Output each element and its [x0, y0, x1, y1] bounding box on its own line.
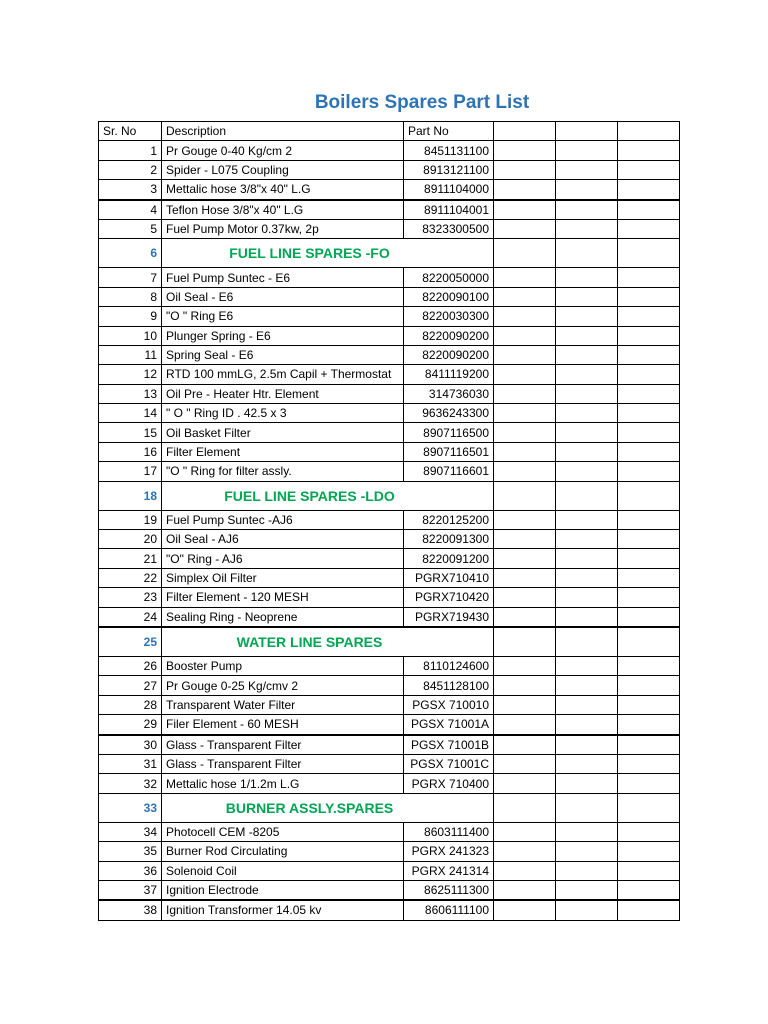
part-no-cell: PGSX 71001A	[404, 715, 494, 735]
page-title: Boilers Spares Part List	[314, 92, 530, 113]
empty-cell	[556, 880, 618, 900]
sr-no-cell: 10	[99, 326, 162, 345]
empty-cell	[556, 326, 618, 345]
empty-cell	[494, 160, 556, 179]
sr-no-cell: 24	[99, 607, 162, 627]
part-no-cell: PGSX 710010	[404, 695, 494, 714]
part-no-cell: 8220125200	[404, 510, 494, 529]
description-cell: RTD 100 mmLG, 2.5m Capil + Thermostat	[162, 365, 404, 384]
description-cell: "O " Ring for filter assly.	[162, 462, 404, 481]
table-row	[99, 423, 680, 442]
empty-cell	[618, 656, 680, 675]
part-no-cell: 8220090200	[404, 345, 494, 364]
empty-cell	[556, 442, 618, 461]
description-cell: Simplex Oil Filter	[162, 568, 404, 587]
empty-cell	[556, 588, 618, 607]
part-no-cell: 8220091200	[404, 549, 494, 568]
empty-cell	[494, 481, 556, 510]
header-empty-cell	[494, 122, 556, 141]
empty-cell	[494, 822, 556, 841]
table-row	[99, 568, 680, 587]
description-cell: Filer Element - 60 MESH	[162, 715, 404, 735]
empty-cell	[556, 160, 618, 179]
part-no-cell: 8220091300	[404, 530, 494, 549]
part-no-cell: 8220050000	[404, 268, 494, 287]
empty-cell	[556, 754, 618, 773]
empty-cell	[556, 287, 618, 306]
description-cell: Fuel Pump Suntec -AJ6	[162, 510, 404, 529]
part-no-cell: PGSX 71001C	[404, 754, 494, 773]
part-no-cell: 8606111100	[404, 900, 494, 920]
description-cell: "O" Ring - AJ6	[162, 549, 404, 568]
empty-cell	[618, 627, 680, 657]
empty-cell	[618, 268, 680, 287]
sr-no-cell: 3	[99, 180, 162, 200]
empty-cell	[618, 141, 680, 160]
empty-cell	[618, 510, 680, 529]
empty-cell	[556, 404, 618, 423]
description-cell: Ignition Electrode	[162, 880, 404, 900]
part-no-cell: 9636243300	[404, 404, 494, 423]
empty-cell	[494, 568, 556, 587]
empty-cell	[494, 365, 556, 384]
table-row	[99, 754, 680, 773]
empty-cell	[494, 774, 556, 793]
part-no-cell: PGRX719430	[404, 607, 494, 627]
empty-cell	[556, 627, 618, 657]
part-no-cell: 314736030	[404, 384, 494, 403]
empty-cell	[618, 530, 680, 549]
description-cell: Glass - Transparent Filter	[162, 754, 404, 773]
table-row	[99, 861, 680, 880]
description-cell: Pr Gouge 0-40 Kg/cm 2	[162, 141, 404, 160]
table-row	[99, 462, 680, 481]
table-row	[99, 345, 680, 364]
empty-cell	[556, 656, 618, 675]
table-row	[99, 607, 680, 627]
sr-no-cell: 11	[99, 345, 162, 364]
description-cell: Solenoid Coil	[162, 861, 404, 880]
table-row	[99, 530, 680, 549]
part-no-cell: 8913121100	[404, 160, 494, 179]
sr-no-cell: 36	[99, 861, 162, 880]
table-row	[99, 735, 680, 755]
description-cell: Transparent Water Filter	[162, 695, 404, 714]
description-cell: "O " Ring E6	[162, 307, 404, 326]
sr-no-cell: 29	[99, 715, 162, 735]
empty-cell	[618, 588, 680, 607]
empty-cell	[618, 180, 680, 200]
empty-cell	[494, 880, 556, 900]
empty-cell	[618, 842, 680, 861]
section-title: FUEL LINE SPARES -LDO	[162, 481, 494, 510]
empty-cell	[618, 715, 680, 735]
description-cell: Sealing Ring - Neoprene	[162, 607, 404, 627]
empty-cell	[556, 861, 618, 880]
description-cell: Fuel Pump Motor 0.37kw, 2p	[162, 219, 404, 238]
empty-cell	[556, 180, 618, 200]
table-row	[99, 200, 680, 220]
sr-no-cell: 1	[99, 141, 162, 160]
empty-cell	[494, 656, 556, 675]
header-empty-cell	[556, 122, 618, 141]
empty-cell	[618, 549, 680, 568]
empty-cell	[556, 345, 618, 364]
section-sr-no: 33	[99, 793, 162, 822]
table-row	[99, 510, 680, 529]
header-row	[99, 122, 680, 141]
empty-cell	[618, 365, 680, 384]
empty-cell	[618, 607, 680, 627]
table-row	[99, 326, 680, 345]
table-row	[99, 715, 680, 735]
empty-cell	[618, 774, 680, 793]
sr-no-cell: 38	[99, 900, 162, 920]
empty-cell	[556, 423, 618, 442]
empty-cell	[556, 384, 618, 403]
sr-no-cell: 26	[99, 656, 162, 675]
sr-no-cell: 23	[99, 588, 162, 607]
sr-no-cell: 16	[99, 442, 162, 461]
sr-no-cell: 17	[99, 462, 162, 481]
table-row	[99, 268, 680, 287]
empty-cell	[494, 735, 556, 755]
empty-cell	[556, 307, 618, 326]
table-row	[99, 219, 680, 238]
empty-cell	[618, 404, 680, 423]
sr-no-cell: 20	[99, 530, 162, 549]
table-row	[99, 588, 680, 607]
empty-cell	[618, 287, 680, 306]
empty-cell	[556, 735, 618, 755]
empty-cell	[494, 793, 556, 822]
section-row	[99, 239, 680, 268]
part-no-cell: 8451131100	[404, 141, 494, 160]
empty-cell	[556, 239, 618, 268]
empty-cell	[494, 695, 556, 714]
part-no-cell: 8110124600	[404, 656, 494, 675]
table-row	[99, 384, 680, 403]
empty-cell	[556, 900, 618, 920]
part-no-cell: PGRX710410	[404, 568, 494, 587]
sr-no-cell: 9	[99, 307, 162, 326]
empty-cell	[618, 239, 680, 268]
empty-cell	[556, 793, 618, 822]
empty-cell	[556, 530, 618, 549]
empty-cell	[494, 326, 556, 345]
empty-cell	[618, 793, 680, 822]
description-cell: Spring Seal - E6	[162, 345, 404, 364]
sr-no-cell: 8	[99, 287, 162, 306]
section-sr-no: 25	[99, 627, 162, 657]
part-no-cell: 8451128100	[404, 676, 494, 695]
empty-cell	[494, 268, 556, 287]
sr-no-cell: 31	[99, 754, 162, 773]
table-row	[99, 287, 680, 306]
sr-no-cell: 34	[99, 822, 162, 841]
sr-no-cell: 2	[99, 160, 162, 179]
description-cell: Plunger Spring - E6	[162, 326, 404, 345]
sr-no-cell: 13	[99, 384, 162, 403]
sr-no-cell: 7	[99, 268, 162, 287]
description-cell: Ignition Transformer 14.05 kv	[162, 900, 404, 920]
empty-cell	[556, 219, 618, 238]
empty-cell	[494, 676, 556, 695]
part-no-cell: PGRX 241314	[404, 861, 494, 880]
sr-no-cell: 15	[99, 423, 162, 442]
empty-cell	[494, 462, 556, 481]
part-no-cell: 8911104000	[404, 180, 494, 200]
header-part-no: Part No	[404, 122, 494, 141]
part-no-cell: 8323300500	[404, 219, 494, 238]
empty-cell	[494, 715, 556, 735]
empty-cell	[494, 530, 556, 549]
empty-cell	[556, 481, 618, 510]
empty-cell	[618, 442, 680, 461]
empty-cell	[618, 307, 680, 326]
empty-cell	[618, 423, 680, 442]
table-row	[99, 774, 680, 793]
empty-cell	[556, 510, 618, 529]
empty-cell	[494, 549, 556, 568]
empty-cell	[618, 822, 680, 841]
empty-cell	[618, 160, 680, 179]
description-cell: Fuel Pump Suntec - E6	[162, 268, 404, 287]
empty-cell	[494, 588, 556, 607]
description-cell: Burner Rod Circulating	[162, 842, 404, 861]
empty-cell	[618, 200, 680, 220]
sr-no-cell: 21	[99, 549, 162, 568]
description-cell: Filter Element - 120 MESH	[162, 588, 404, 607]
part-no-cell: 8625111300	[404, 880, 494, 900]
empty-cell	[618, 568, 680, 587]
part-no-cell: 8220090100	[404, 287, 494, 306]
empty-cell	[618, 900, 680, 920]
table-row	[99, 141, 680, 160]
empty-cell	[494, 141, 556, 160]
description-cell: Photocell CEM -8205	[162, 822, 404, 841]
table-row	[99, 695, 680, 714]
empty-cell	[494, 404, 556, 423]
table-row	[99, 822, 680, 841]
table-row	[99, 880, 680, 900]
section-sr-no: 18	[99, 481, 162, 510]
description-cell: Oil Seal - E6	[162, 287, 404, 306]
part-no-cell: PGSX 71001B	[404, 735, 494, 755]
empty-cell	[556, 822, 618, 841]
section-title: FUEL LINE SPARES -FO	[162, 239, 494, 268]
empty-cell	[494, 219, 556, 238]
sr-no-cell: 35	[99, 842, 162, 861]
empty-cell	[556, 676, 618, 695]
empty-cell	[494, 384, 556, 403]
header-description: Description	[162, 122, 404, 141]
sr-no-cell: 4	[99, 200, 162, 220]
table-row	[99, 900, 680, 920]
table-row	[99, 160, 680, 179]
empty-cell	[556, 200, 618, 220]
sr-no-cell: 19	[99, 510, 162, 529]
part-no-cell: 8911104001	[404, 200, 494, 220]
part-no-cell: PGRX 241323	[404, 842, 494, 861]
description-cell: Mettalic hose 1/1.2m L.G	[162, 774, 404, 793]
empty-cell	[618, 754, 680, 773]
description-cell: Booster Pump	[162, 656, 404, 675]
spares-table	[98, 121, 680, 921]
header-empty-cell	[618, 122, 680, 141]
description-cell: Pr Gouge 0-25 Kg/cmv 2	[162, 676, 404, 695]
table-row	[99, 842, 680, 861]
description-cell: Oil Basket Filter	[162, 423, 404, 442]
sr-no-cell: 12	[99, 365, 162, 384]
description-cell: Filter Element	[162, 442, 404, 461]
description-cell: Mettalic hose 3/8"x 40" L.G	[162, 180, 404, 200]
empty-cell	[618, 735, 680, 755]
empty-cell	[556, 141, 618, 160]
empty-cell	[494, 307, 556, 326]
part-no-cell: 8907116501	[404, 442, 494, 461]
empty-cell	[494, 180, 556, 200]
table-row	[99, 442, 680, 461]
empty-cell	[618, 462, 680, 481]
empty-cell	[494, 345, 556, 364]
part-no-cell: 8907116500	[404, 423, 494, 442]
empty-cell	[494, 442, 556, 461]
section-sr-no: 6	[99, 239, 162, 268]
sr-no-cell: 32	[99, 774, 162, 793]
empty-cell	[494, 239, 556, 268]
empty-cell	[556, 549, 618, 568]
empty-cell	[494, 200, 556, 220]
section-row	[99, 627, 680, 657]
part-no-cell: 8411119200	[404, 365, 494, 384]
empty-cell	[494, 861, 556, 880]
sr-no-cell: 30	[99, 735, 162, 755]
empty-cell	[494, 607, 556, 627]
part-no-cell: 8907116601	[404, 462, 494, 481]
part-no-cell: 8603111400	[404, 822, 494, 841]
description-cell: Spider - L075 Coupling	[162, 160, 404, 179]
empty-cell	[494, 754, 556, 773]
section-title: WATER LINE SPARES	[162, 627, 494, 657]
empty-cell	[556, 774, 618, 793]
empty-cell	[556, 842, 618, 861]
empty-cell	[494, 287, 556, 306]
sr-no-cell: 37	[99, 880, 162, 900]
part-no-cell: PGRX710420	[404, 588, 494, 607]
table-row	[99, 307, 680, 326]
table-row	[99, 676, 680, 695]
description-cell: Glass - Transparent Filter	[162, 735, 404, 755]
empty-cell	[494, 627, 556, 657]
empty-cell	[618, 676, 680, 695]
table-row	[99, 549, 680, 568]
empty-cell	[618, 695, 680, 714]
empty-cell	[556, 695, 618, 714]
empty-cell	[556, 462, 618, 481]
section-title: BURNER ASSLY.SPARES	[162, 793, 494, 822]
empty-cell	[618, 481, 680, 510]
empty-cell	[556, 715, 618, 735]
table-row	[99, 180, 680, 200]
header-sr-no: Sr. No	[99, 122, 162, 141]
empty-cell	[618, 384, 680, 403]
empty-cell	[618, 345, 680, 364]
empty-cell	[556, 607, 618, 627]
empty-cell	[494, 510, 556, 529]
section-row	[99, 793, 680, 822]
empty-cell	[494, 423, 556, 442]
description-cell: Oil Seal - AJ6	[162, 530, 404, 549]
part-no-cell: 8220030300	[404, 307, 494, 326]
empty-cell	[556, 568, 618, 587]
section-row	[99, 481, 680, 510]
part-no-cell: PGRX 710400	[404, 774, 494, 793]
sr-no-cell: 14	[99, 404, 162, 423]
description-cell: Teflon Hose 3/8"x 40" L.G	[162, 200, 404, 220]
empty-cell	[494, 842, 556, 861]
empty-cell	[618, 861, 680, 880]
empty-cell	[556, 365, 618, 384]
description-cell: " O " Ring ID . 42.5 x 3	[162, 404, 404, 423]
sr-no-cell: 22	[99, 568, 162, 587]
empty-cell	[618, 219, 680, 238]
table-row	[99, 365, 680, 384]
empty-cell	[556, 268, 618, 287]
sr-no-cell: 28	[99, 695, 162, 714]
empty-cell	[618, 326, 680, 345]
description-cell: Oil Pre - Heater Htr. Element	[162, 384, 404, 403]
table-row	[99, 404, 680, 423]
sr-no-cell: 27	[99, 676, 162, 695]
part-no-cell: 8220090200	[404, 326, 494, 345]
empty-cell	[494, 900, 556, 920]
table-row	[99, 656, 680, 675]
sr-no-cell: 5	[99, 219, 162, 238]
empty-cell	[618, 880, 680, 900]
